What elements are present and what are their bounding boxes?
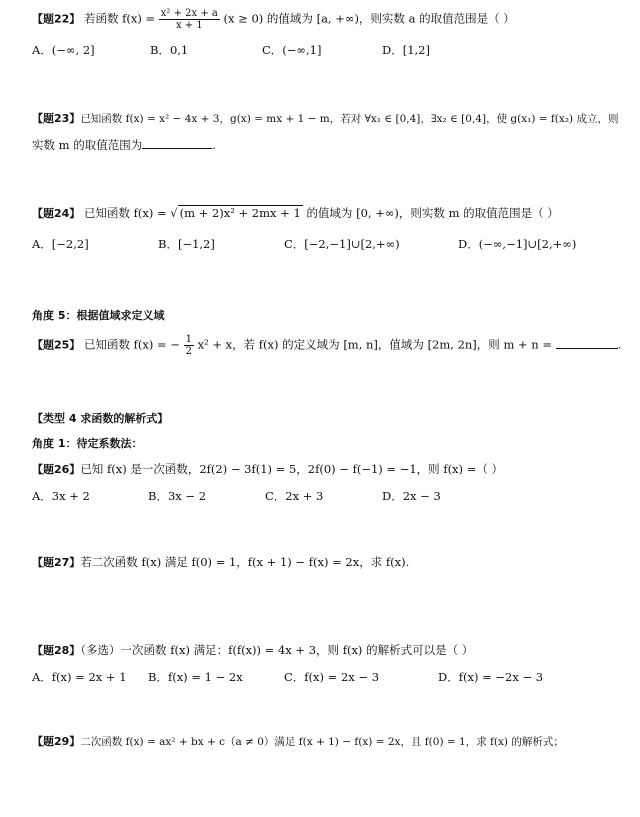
question-22-option-c[interactable]: C．(−∞,1] xyxy=(262,43,322,57)
question-26-stem xyxy=(32,462,503,477)
question-24-option-d[interactable]: D．(−∞,−1]∪[2,+∞) xyxy=(458,237,577,251)
question-22-option-a[interactable]: A．(−∞, 2] xyxy=(32,43,95,57)
question-24-stem xyxy=(32,206,559,221)
question-22-stem-pre: 若函数 f(x) = xyxy=(83,11,156,26)
question-24-stem-pre: 已知函数 f(x) = xyxy=(83,206,167,220)
question-28-option-b[interactable]: B．f(x) = 1 − 2x xyxy=(148,670,243,684)
question-26-option-b[interactable]: B．3x − 2 xyxy=(148,489,207,503)
question-25-answer-blank[interactable] xyxy=(556,337,618,349)
question-23-line-1 xyxy=(32,112,618,126)
question-22-frac-den: x + 1 xyxy=(175,20,203,31)
question-23-answer-blank[interactable] xyxy=(142,137,212,149)
question-22-fraction xyxy=(159,8,220,31)
question-29-stem xyxy=(32,735,564,749)
question-25-frac-num: 1 xyxy=(185,334,192,345)
angle-5-heading: 角度 5：根据值域求定义域 xyxy=(32,309,165,322)
question-29-stem-text: 二次函数 f(x) = ax² + bx + c（a ≠ 0）满足 f(x + 1) − f(x) = 2x，且 f(0) = 1，求 f(x) 的解析式； xyxy=(80,736,564,748)
question-28-tag: 【题28】 xyxy=(32,644,81,657)
question-23-line-2-end: . xyxy=(212,138,216,152)
question-22-stem xyxy=(32,8,515,31)
question-25-stem-pre: 已知函数 f(x) = − xyxy=(83,337,180,352)
question-27-stem xyxy=(32,555,409,570)
question-28-option-c[interactable]: C．f(x) = 2x − 3 xyxy=(284,670,380,684)
question-25-fraction xyxy=(184,334,194,357)
question-23-line-2-text: 实数 m 的取值范围为 xyxy=(32,138,143,152)
question-25-stem xyxy=(32,334,621,357)
question-22-frac-num: x² + 2x + a xyxy=(160,8,218,19)
question-26-option-a[interactable]: A．3x + 2 xyxy=(32,489,90,503)
question-28-option-a[interactable]: A．f(x) = 2x + 1 xyxy=(32,670,127,684)
question-26-option-c[interactable]: C．2x + 3 xyxy=(265,489,324,503)
question-28-stem xyxy=(32,643,473,658)
question-24-stem-post: 的值域为 [0, +∞)，则实数 m 的取值范围是（ ） xyxy=(306,206,559,220)
question-23-line-2 xyxy=(32,137,216,152)
question-22-tag: 【题22】 xyxy=(32,12,81,26)
question-24-option-b[interactable]: B．[−1,2] xyxy=(158,237,215,251)
question-25-end: . xyxy=(617,337,622,352)
question-24-radicand: (m + 2)x² + 2mx + 1 xyxy=(179,206,301,220)
sqrt-icon: √ xyxy=(170,206,178,220)
question-25-tag: 【题25】 xyxy=(32,338,81,352)
question-24-tag: 【题24】 xyxy=(32,207,81,220)
question-29-tag: 【题29】 xyxy=(32,735,81,748)
question-27-stem-text: 若二次函数 f(x) 满足 f(0) = 1，f(x + 1) − f(x) = 2x，求 f(x). xyxy=(80,555,410,569)
question-22-stem-post: (x ≥ 0) 的值域为 [a, +∞)，则实数 a 的取值范围是（ ） xyxy=(223,11,515,26)
question-23-tag: 【题23】 xyxy=(32,112,81,125)
angle-1-heading: 角度 1：待定系数法： xyxy=(32,437,143,450)
question-28-option-d[interactable]: D．f(x) = −2x − 3 xyxy=(438,670,544,684)
question-26-stem-text: 已知 f(x) 是一次函数，2f(2) − 3f(1) = 5，2f(0) − f(−1) = −1，则 f(x) =（ ） xyxy=(80,462,503,476)
question-22-option-b[interactable]: B．0,1 xyxy=(150,43,189,57)
question-24-option-c[interactable]: C．[−2,−1]∪[2,+∞) xyxy=(284,237,400,251)
question-24-option-a[interactable]: A．[−2,2] xyxy=(32,237,89,251)
question-26-option-d[interactable]: D．2x − 3 xyxy=(382,489,441,503)
question-25-stem-post: x² + x，若 f(x) 的定义域为 [m, n]，值域为 [2m, 2n]，则 m + n = xyxy=(197,337,553,352)
question-22-option-d[interactable]: D．[1,2] xyxy=(382,43,430,57)
question-25-frac-den: 2 xyxy=(185,346,192,357)
question-23-line-1-text: 已知函数 f(x) = x² − 4x + 3，g(x) = mx + 1 − m，若对 ∀x₁ ∈ [0,4]，∃x₂ ∈ [0,4]，使 g(x₁) = f(x₂) 成立，则 xyxy=(80,113,619,125)
question-27-tag: 【题27】 xyxy=(32,556,81,569)
question-26-tag: 【题26】 xyxy=(32,463,81,476)
type-4-heading: 【类型 4 求函数的解析式】 xyxy=(32,412,169,425)
question-28-stem-text: （多选）一次函数 f(x) 满足：f(f(x)) = 4x + 3，则 f(x) 的解析式可以是（ ） xyxy=(80,643,474,657)
